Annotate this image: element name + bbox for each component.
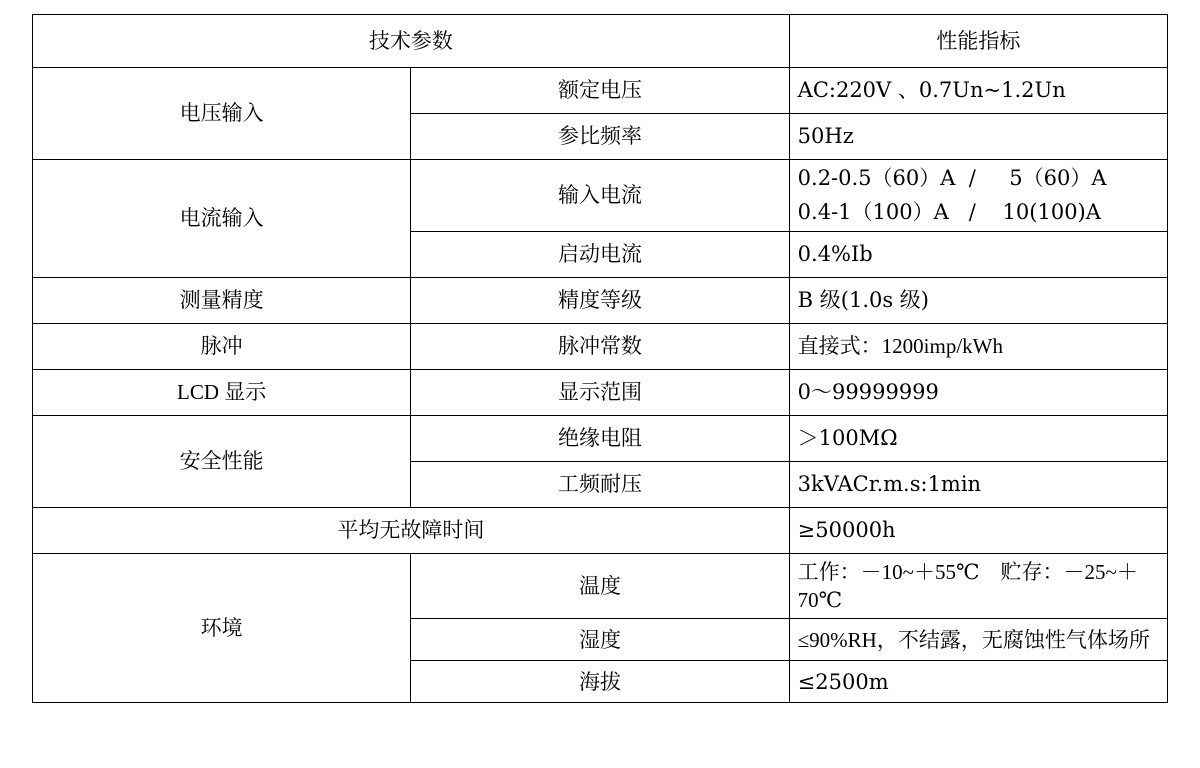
- value-rated-voltage: AC:220V 、0.7Un~1.2Un: [789, 68, 1167, 114]
- sub-temperature: 温度: [411, 553, 789, 619]
- value-temperature: 工作：－10~＋55℃ 贮存：－25~＋70℃: [789, 553, 1167, 619]
- sub-display-range: 显示范围: [411, 369, 789, 415]
- table-header-row: [33, 15, 1168, 68]
- sub-reference-frequency: 参比频率: [411, 114, 789, 160]
- table-row: [33, 160, 1168, 232]
- header-performance-index: 性能指标: [789, 15, 1167, 68]
- sub-pulse-constant: 脉冲常数: [411, 323, 789, 369]
- category-measurement-accuracy: 测量精度: [33, 277, 411, 323]
- table-row: [33, 415, 1168, 461]
- category-current-input: 电流输入: [33, 160, 411, 278]
- sub-starting-current: 启动电流: [411, 231, 789, 277]
- value-insulation-resistance: ＞100MΩ: [789, 415, 1167, 461]
- table-row: [33, 68, 1168, 114]
- category-mtbf: 平均无故障时间: [33, 507, 790, 553]
- table-row: [33, 323, 1168, 369]
- sub-rated-voltage: 额定电压: [411, 68, 789, 114]
- sub-input-current: 输入电流: [411, 160, 789, 232]
- category-voltage-input: 电压输入: [33, 68, 411, 160]
- value-input-current-line1: 0.2-0.5（60）A / 5（60）A: [797, 166, 1107, 190]
- value-accuracy-class: B 级(1.0s 级): [789, 277, 1167, 323]
- value-humidity: ≤90%RH，不结露，无腐蚀性气体场所: [789, 619, 1167, 661]
- value-altitude: ≤2500m: [789, 661, 1167, 703]
- value-reference-frequency: 50Hz: [789, 114, 1167, 160]
- value-mtbf: ≥50000h: [789, 507, 1167, 553]
- category-safety-performance: 安全性能: [33, 415, 411, 507]
- table-row: [33, 507, 1168, 553]
- category-lcd-display: LCD 显示: [33, 369, 411, 415]
- sub-insulation-resistance: 绝缘电阻: [411, 415, 789, 461]
- sub-power-frequency-withstand-voltage: 工频耐压: [411, 461, 789, 507]
- value-pulse-constant: 直接式：1200imp/kWh: [789, 323, 1167, 369]
- value-starting-current: 0.4%Ib: [789, 231, 1167, 277]
- value-input-current: [789, 160, 1167, 232]
- category-environment: 环境: [33, 553, 411, 703]
- header-technical-parameters: 技术参数: [33, 15, 790, 68]
- sub-altitude: 海拔: [411, 661, 789, 703]
- table-row: [33, 553, 1168, 619]
- value-display-range: 0～99999999: [789, 369, 1167, 415]
- category-pulse: 脉冲: [33, 323, 411, 369]
- value-input-current-line2: 0.4-1（100）A / 10(100)A: [797, 200, 1101, 225]
- specification-table: [32, 14, 1168, 703]
- value-power-frequency-withstand-voltage: 3kVACr.m.s:1min: [789, 461, 1167, 507]
- table-row: [33, 369, 1168, 415]
- sub-accuracy-class: 精度等级: [411, 277, 789, 323]
- sub-humidity: 湿度: [411, 619, 789, 661]
- table-row: [33, 277, 1168, 323]
